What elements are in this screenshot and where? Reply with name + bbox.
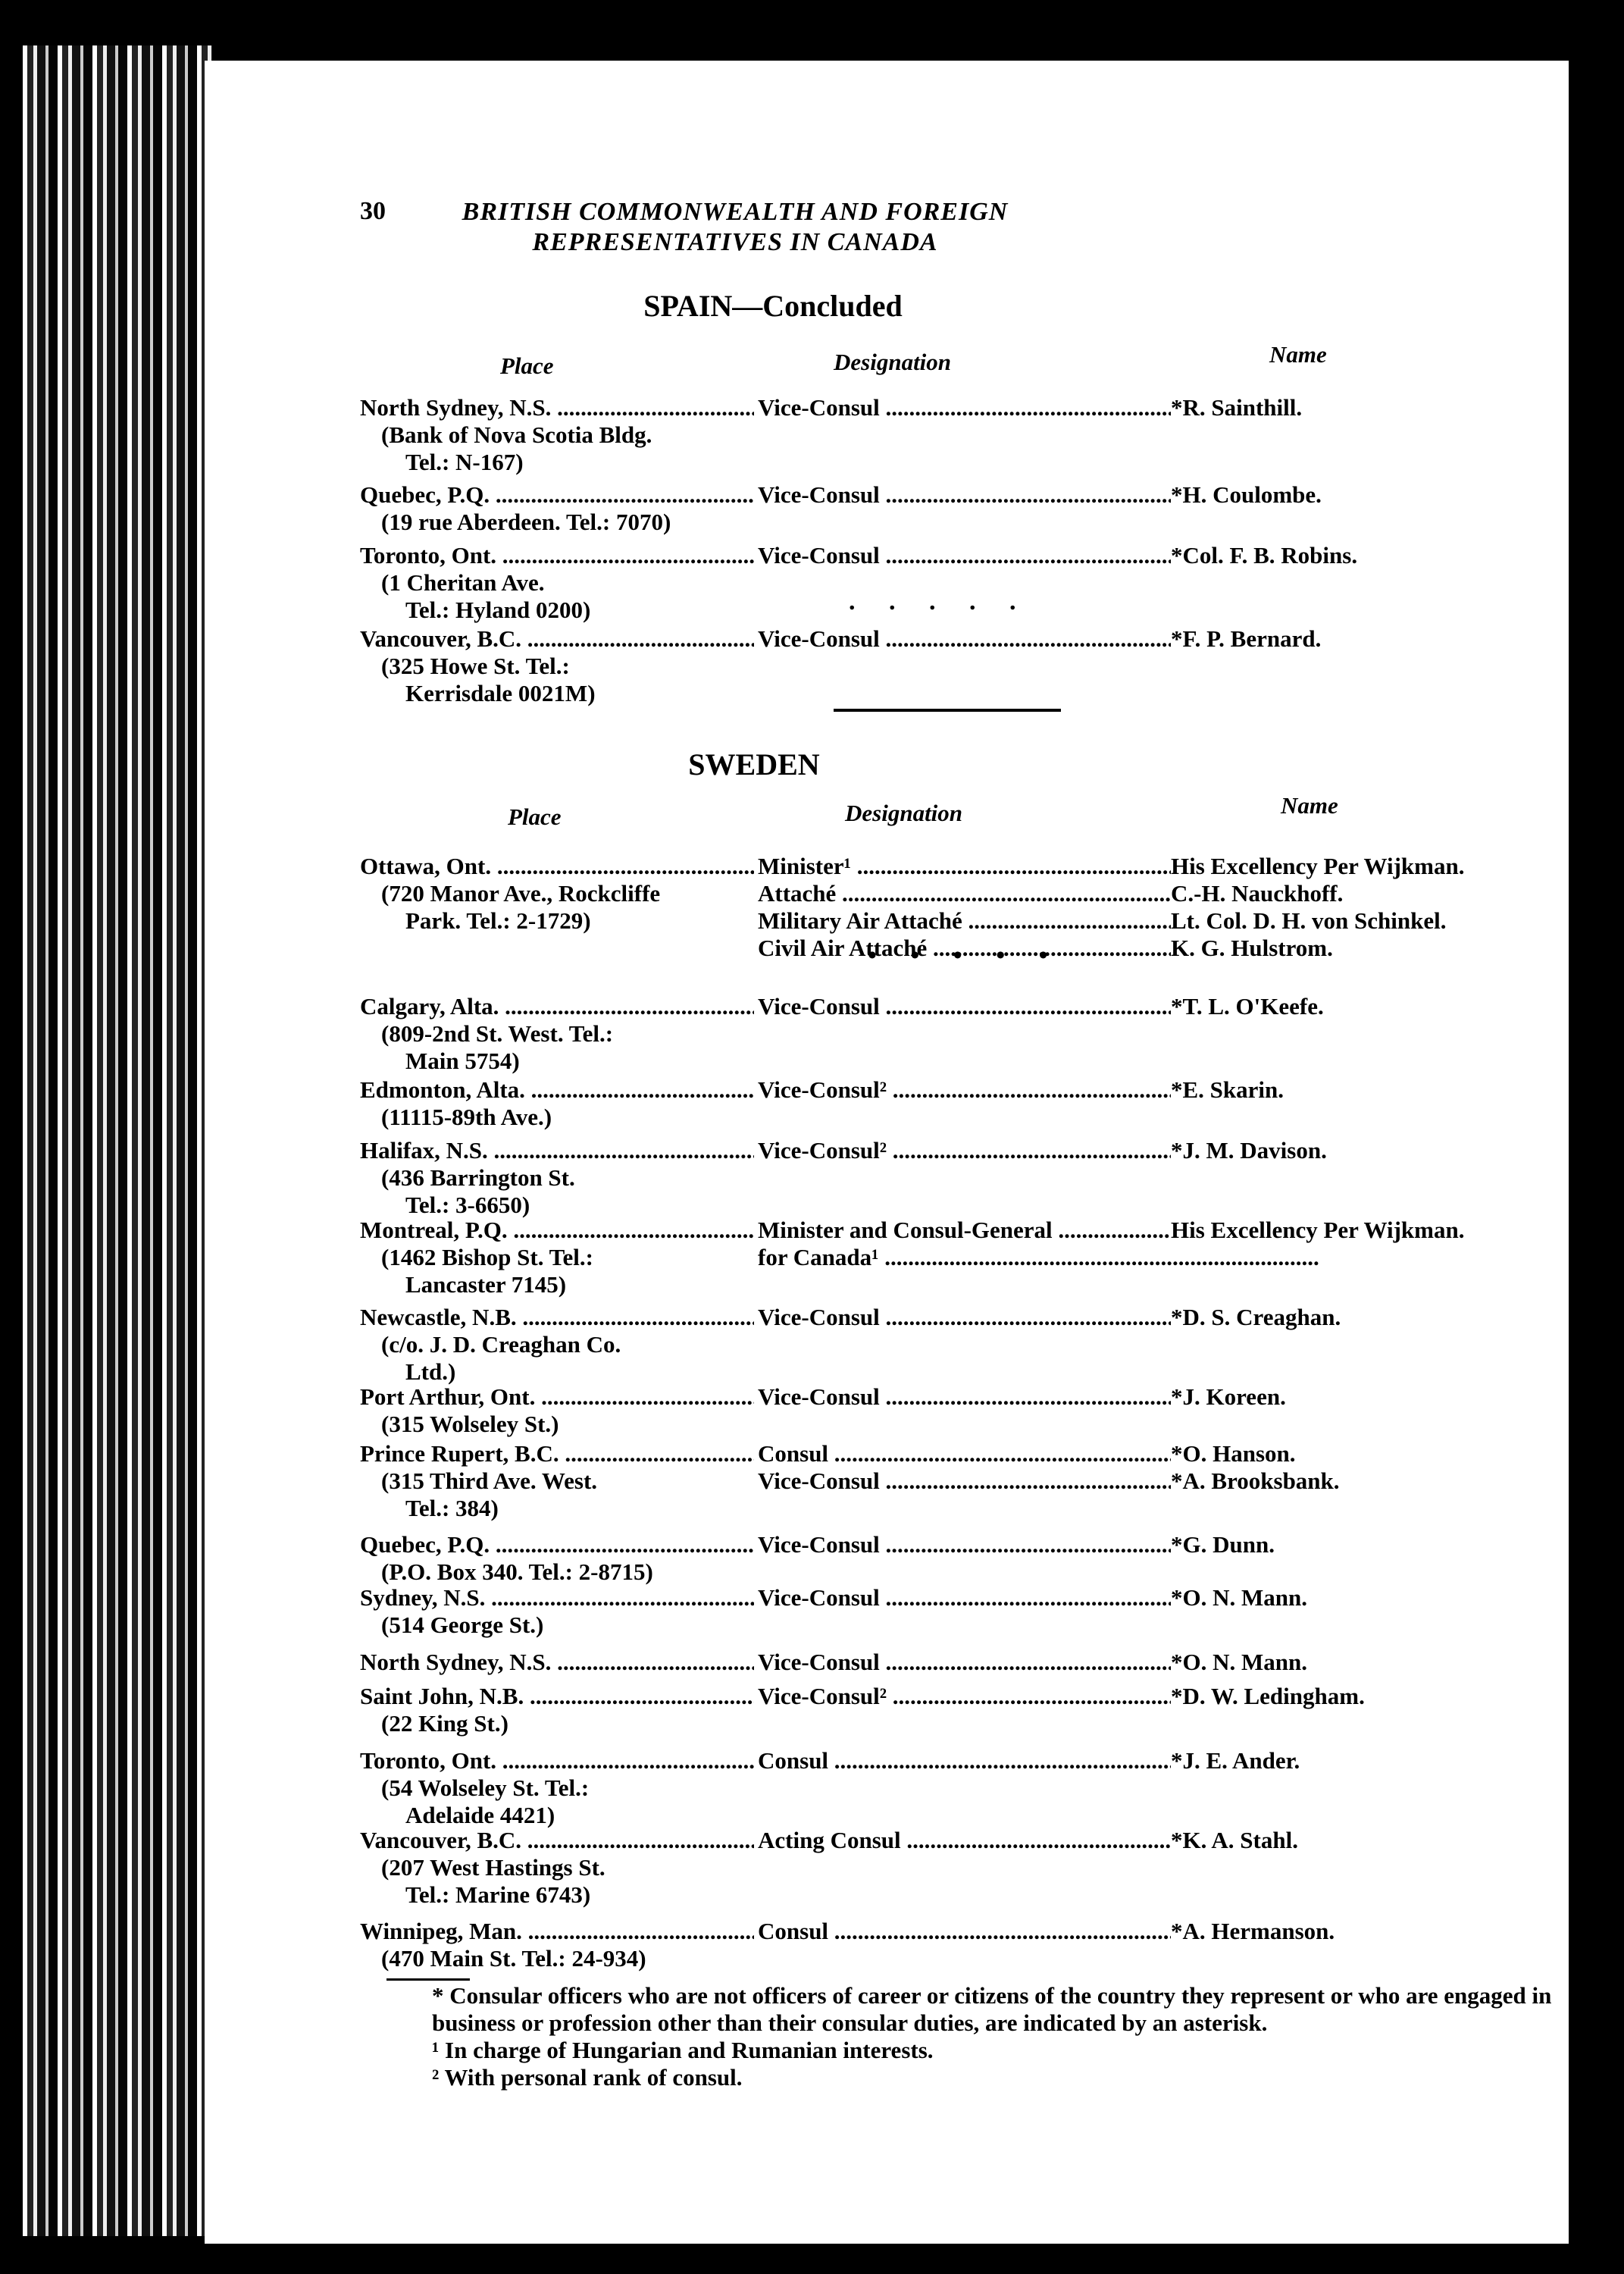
name-cell	[1171, 394, 1565, 421]
representative-name: *K. A. Stahl.	[1171, 1827, 1298, 1853]
place-address: Ltd.)	[405, 1358, 456, 1385]
place-cell	[360, 625, 754, 707]
designation: Attaché .....	[758, 880, 1345, 907]
designation: Vice-Consul .....	[758, 1467, 1345, 1495]
place-cell	[360, 1531, 754, 1586]
name-cell	[1171, 1584, 1565, 1612]
name-cell	[1171, 1076, 1565, 1104]
name-cell	[1171, 542, 1565, 569]
place-name: Vancouver, B.C. .....	[360, 1827, 754, 1854]
place-address: (1462 Bishop St. Tel.:	[381, 1244, 593, 1270]
place-cell	[360, 1747, 754, 1829]
sweden-col-place: Place	[508, 803, 562, 830]
designation: Vice-Consul² .....	[758, 1076, 1345, 1104]
name-cell	[1171, 1683, 1565, 1710]
place-address: (1 Cheritan Ave.	[381, 569, 545, 596]
place-name: Newcastle, N.B. .....	[360, 1304, 754, 1331]
representative-name: *A. Hermanson.	[1171, 1918, 1335, 1944]
name-cell	[1171, 625, 1565, 653]
place-cell	[360, 1440, 754, 1522]
name-cell	[1171, 1531, 1565, 1558]
place-name: Toronto, Ont. .....	[360, 542, 754, 569]
place-name: Toronto, Ont. .....	[360, 1747, 754, 1774]
representative-name: *D. W. Ledingham.	[1171, 1683, 1365, 1709]
spain-separator-dots: . . . . .	[849, 587, 1030, 615]
page-number: 30	[360, 197, 386, 225]
place-address: (325 Howe St. Tel.:	[381, 653, 570, 679]
place-address: (11115-89th Ave.)	[381, 1104, 552, 1130]
place-name: Winnipeg, Man. .....	[360, 1918, 754, 1945]
place-name: Vancouver, B.C. .....	[360, 625, 754, 653]
representative-name: *J. Koreen.	[1171, 1383, 1286, 1410]
place-cell	[360, 542, 754, 624]
place-name: North Sydney, N.S. .....	[360, 1649, 754, 1676]
place-name: North Sydney, N.S. .....	[360, 394, 754, 421]
place-address: (22 King St.)	[381, 1710, 508, 1737]
place-cell	[360, 481, 754, 536]
designation: Vice-Consul² .....	[758, 1683, 1345, 1710]
designation: Military Air Attaché .....	[758, 907, 1345, 935]
place-name: Prince Rupert, B.C. .....	[360, 1440, 754, 1467]
representative-name: *T. L. O'Keefe.	[1171, 993, 1324, 1020]
place-name: Calgary, Alta. .....	[360, 993, 754, 1020]
place-name: Sydney, N.S. .....	[360, 1584, 754, 1612]
place-name: Edmonton, Alta. .....	[360, 1076, 754, 1104]
place-address: Tel.: Hyland 0200)	[405, 597, 591, 623]
designation: Vice-Consul .....	[758, 394, 1345, 421]
representative-name: *D. S. Creaghan.	[1171, 1304, 1341, 1330]
place-cell	[360, 1918, 754, 1972]
place-name: Saint John, N.B. .....	[360, 1683, 754, 1710]
place-address: Tel.: 3-6650)	[405, 1192, 530, 1218]
document-page	[205, 61, 1569, 2244]
name-cell	[1171, 1747, 1565, 1774]
spain-col-name: Name	[1269, 341, 1327, 368]
footnote-2: ² With personal rank of consul.	[432, 2064, 743, 2091]
place-address: (315 Wolseley St.)	[381, 1411, 559, 1437]
designation: Vice-Consul .....	[758, 1304, 1345, 1331]
spain-col-place: Place	[500, 352, 554, 379]
place-name: Ottawa, Ont. .....	[360, 853, 754, 880]
place-cell	[360, 1304, 754, 1386]
footnote-1: ¹ In charge of Hungarian and Rumanian interests.	[432, 2037, 934, 2063]
place-cell	[360, 853, 754, 935]
spain-section-title: SPAIN—Concluded	[643, 289, 903, 323]
place-name: Montreal, P.Q. .....	[360, 1217, 754, 1244]
place-address: (207 West Hastings St.	[381, 1854, 605, 1881]
representative-name: *J. M. Davison.	[1171, 1137, 1327, 1164]
header-line-1: BRITISH COMMONWEALTH AND FOREIGN	[462, 198, 1009, 226]
place-address: Tel.: Marine 6743)	[405, 1881, 591, 1908]
place-address: Tel.: N-167)	[405, 449, 524, 475]
footnote-rule	[386, 1978, 470, 1981]
place-address: (809-2nd St. West. Tel.:	[381, 1020, 614, 1047]
place-name: Quebec, P.Q. .....	[360, 481, 754, 509]
place-address: (c/o. J. D. Creaghan Co.	[381, 1331, 621, 1358]
representative-name: His Excellency Per Wijkman.	[1171, 1217, 1465, 1243]
designation: Acting Consul .....	[758, 1827, 1345, 1854]
name-cell	[1171, 1304, 1565, 1331]
name-cell	[1171, 481, 1565, 509]
name-cell	[1171, 1137, 1565, 1164]
designation: Vice-Consul .....	[758, 542, 1345, 569]
place-address: (470 Main St. Tel.: 24-934)	[381, 1945, 646, 1972]
designation: Consul .....	[758, 1747, 1345, 1774]
place-cell	[360, 1137, 754, 1219]
designation: Vice-Consul .....	[758, 481, 1345, 509]
designation: Vice-Consul .....	[758, 625, 1345, 653]
place-cell	[360, 1076, 754, 1131]
name-cell	[1171, 1440, 1565, 1495]
name-cell	[1171, 1217, 1565, 1244]
name-cell	[1171, 1383, 1565, 1411]
place-name: Halifax, N.S. .....	[360, 1137, 754, 1164]
place-address: Main 5754)	[405, 1048, 520, 1074]
place-address: (514 George St.)	[381, 1612, 544, 1638]
representative-name: *Col. F. B. Robins.	[1171, 542, 1358, 568]
sweden-separator-dots: • • • • •	[868, 941, 1062, 969]
section-divider	[834, 709, 1061, 712]
representative-name: His Excellency Per Wijkman.	[1171, 853, 1465, 879]
place-cell	[360, 1217, 754, 1298]
name-cell	[1171, 1827, 1565, 1854]
representative-name: *E. Skarin.	[1171, 1076, 1284, 1103]
designation: Vice-Consul .....	[758, 1649, 1345, 1676]
representative-name: *G. Dunn.	[1171, 1531, 1275, 1558]
representative-name: *F. P. Bernard.	[1171, 625, 1322, 652]
place-address: (315 Third Ave. West.	[381, 1467, 598, 1494]
place-address: Park. Tel.: 2-1729)	[405, 907, 591, 934]
header-line-2: REPRESENTATIVES IN CANADA	[532, 228, 938, 256]
representative-name: *O. Hanson.	[1171, 1440, 1296, 1467]
designation: Consul .....	[758, 1440, 1345, 1467]
name-cell	[1171, 1649, 1565, 1676]
place-cell	[360, 394, 754, 476]
representative-name: *H. Coulombe.	[1171, 481, 1322, 508]
designation: Consul .....	[758, 1918, 1345, 1945]
place-address: (54 Wolseley St. Tel.:	[381, 1774, 590, 1801]
designation: Vice-Consul .....	[758, 1383, 1345, 1411]
designation: Vice-Consul .....	[758, 993, 1345, 1020]
representative-name: *A. Brooksbank.	[1171, 1467, 1340, 1494]
designation: Minister and Consul-General .....	[758, 1217, 1345, 1244]
place-address: (19 rue Aberdeen. Tel.: 7070)	[381, 509, 671, 535]
place-address: (436 Barrington St.	[381, 1164, 575, 1191]
representative-name: C.-H. Nauckhoff.	[1171, 880, 1344, 907]
spain-col-designation: Designation	[834, 349, 952, 375]
sweden-col-designation: Designation	[845, 800, 963, 826]
representative-name: *O. N. Mann.	[1171, 1649, 1307, 1675]
place-address: (720 Manor Ave., Rockcliffe	[381, 880, 661, 907]
place-name: Quebec, P.Q. .....	[360, 1531, 754, 1558]
representative-name: *O. N. Mann.	[1171, 1584, 1307, 1611]
designation: Vice-Consul .....	[758, 1584, 1345, 1612]
sweden-section-title: SWEDEN	[688, 747, 820, 781]
place-address: Kerrisdale 0021M)	[405, 680, 596, 706]
place-address: (Bank of Nova Scotia Bldg.	[381, 421, 652, 448]
place-cell	[360, 1383, 754, 1438]
representative-name: *R. Sainthill.	[1171, 394, 1303, 421]
book-spine	[23, 45, 212, 2236]
designation: Civil Air Attaché .....	[758, 935, 1345, 962]
name-cell	[1171, 1918, 1565, 1945]
place-cell	[360, 1584, 754, 1639]
place-cell	[360, 1683, 754, 1737]
place-address: Adelaide 4421)	[405, 1802, 555, 1828]
designation: Vice-Consul .....	[758, 1531, 1345, 1558]
designation: Minister¹ .....	[758, 853, 1345, 880]
name-cell	[1171, 993, 1565, 1020]
place-cell	[360, 1827, 754, 1909]
place-address: (P.O. Box 340. Tel.: 2-8715)	[381, 1558, 653, 1585]
place-address: Tel.: 384)	[405, 1495, 499, 1521]
representative-name: Lt. Col. D. H. von Schinkel.	[1171, 907, 1447, 934]
footnote-asterisk: * Consular officers who are not officers of career or citizens of the country they represent or who are engaged in business or profession other than their consular duties, are indicated by an asterisk.	[432, 1982, 1552, 2036]
place-cell	[360, 1649, 754, 1676]
designation: for Canada¹ .....	[758, 1244, 1345, 1271]
representative-name: *J. E. Ander.	[1171, 1747, 1300, 1774]
representative-name: K. G. Hulstrom.	[1171, 935, 1333, 961]
footnotes	[386, 1982, 1569, 2091]
place-cell	[360, 993, 754, 1075]
sweden-col-name: Name	[1281, 792, 1338, 819]
place-name: Port Arthur, Ont. .....	[360, 1383, 754, 1411]
place-address: Lancaster 7145)	[405, 1271, 567, 1298]
designation: Vice-Consul² .....	[758, 1137, 1345, 1164]
